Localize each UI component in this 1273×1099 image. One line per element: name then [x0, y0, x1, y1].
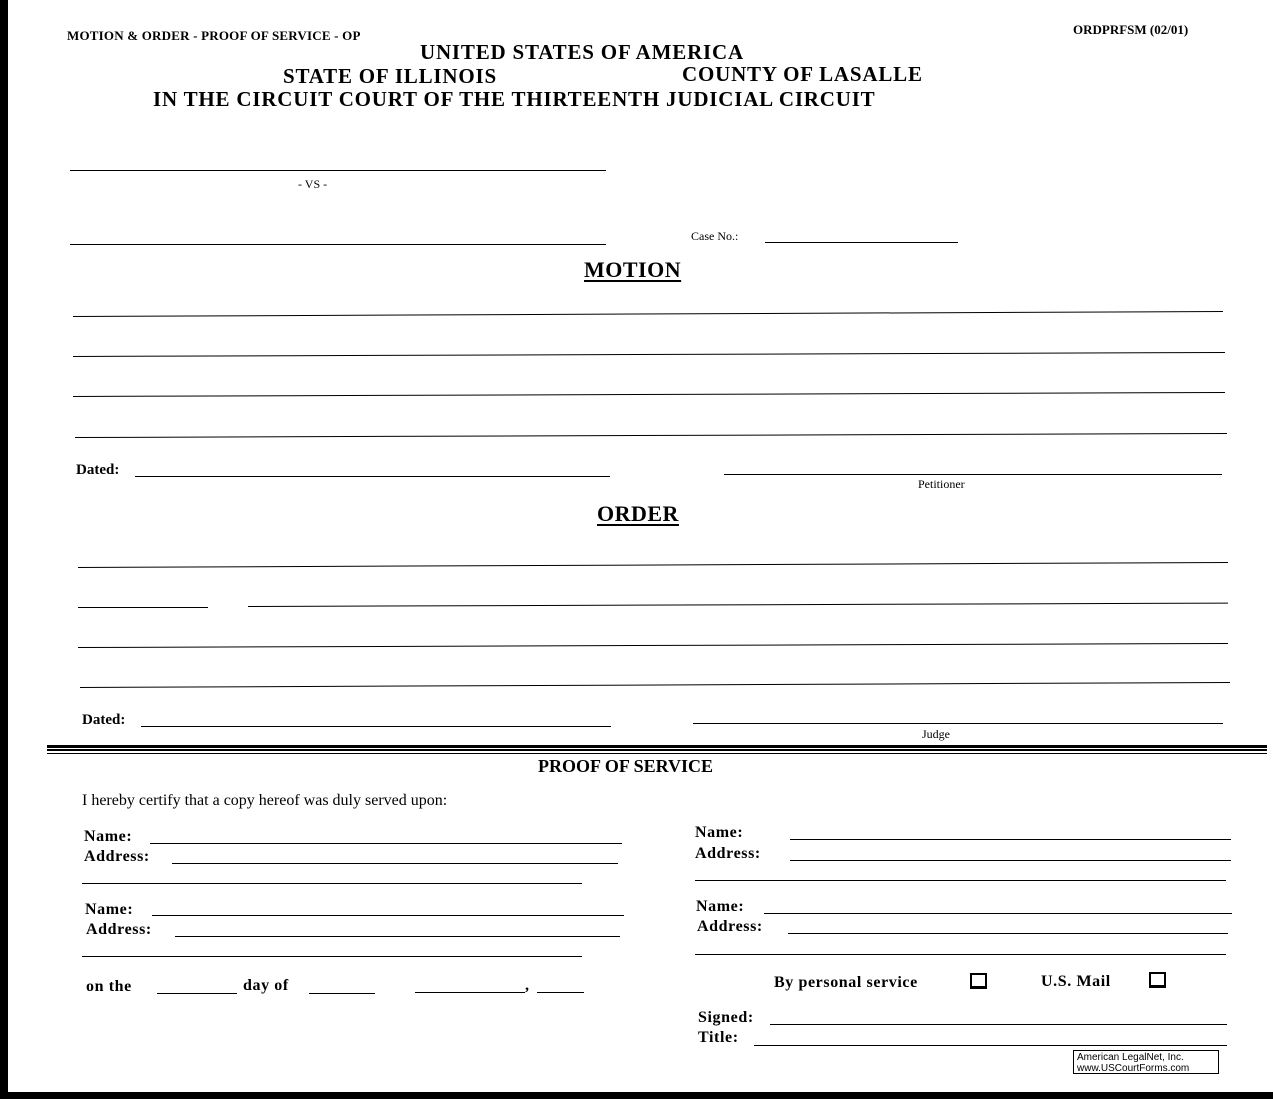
recipient-3-name-label: Name: [695, 824, 744, 841]
defendant-field[interactable] [70, 244, 606, 245]
service-month-field[interactable] [309, 993, 375, 994]
recipient-2-name-field[interactable] [152, 915, 624, 916]
signed-label: Signed: [698, 1009, 754, 1026]
recipient-1-address-line-2[interactable] [82, 883, 582, 884]
recipient-2-address-line-2[interactable] [82, 956, 582, 957]
form-code: ORDPRFSM (02/01) [1073, 22, 1189, 37]
order-line-2b[interactable] [248, 603, 1228, 607]
motion-line-2[interactable] [73, 352, 1225, 357]
scan-edge-bottom [0, 1092, 1273, 1099]
recipient-4-name-field[interactable] [764, 913, 1232, 914]
recipient-1-name-field[interactable] [150, 843, 622, 844]
on-the-label: on the [86, 978, 132, 995]
recipient-3-address-line-2[interactable] [695, 880, 1226, 881]
proof-of-service-title: PROOF OF SERVICE [538, 756, 714, 776]
recipient-4-address-label: Address: [697, 918, 763, 935]
recipient-4-address-field[interactable] [788, 933, 1228, 934]
order-line-3[interactable] [78, 643, 1228, 648]
vs-label: - VS - [298, 177, 328, 191]
title-label: Title: [698, 1029, 739, 1046]
recipient-4-address-line-2[interactable] [695, 954, 1226, 955]
form-title: MOTION & ORDER - PROOF OF SERVICE - OP [67, 28, 361, 43]
order-line-4[interactable] [80, 682, 1230, 688]
heading-court: IN THE CIRCUIT COURT OF THE THIRTEENTH JUDICIAL CIRCUIT [153, 87, 876, 111]
publisher-website: www.USCourtForms.com [1077, 1063, 1190, 1074]
motion-title: MOTION [584, 257, 682, 282]
motion-dated-field[interactable] [135, 476, 610, 477]
recipient-3-address-field[interactable] [790, 860, 1231, 861]
plaintiff-field[interactable] [70, 170, 606, 171]
section-divider-thin [47, 753, 1267, 754]
recipient-2-address-label: Address: [86, 921, 152, 938]
motion-dated-label: Dated: [76, 462, 120, 478]
recipient-1-name-label: Name: [84, 828, 133, 845]
heading-state: STATE OF ILLINOIS [283, 64, 497, 88]
petitioner-signature-field[interactable] [724, 474, 1222, 475]
personal-service-checkbox[interactable] [970, 973, 987, 989]
date-comma: , [525, 977, 530, 994]
scan-edge-left [0, 0, 8, 1099]
petitioner-caption: Petitioner [918, 477, 965, 491]
judge-signature-field[interactable] [693, 723, 1223, 724]
day-of-label: day of [243, 977, 289, 994]
title-field[interactable] [754, 1045, 1227, 1046]
service-year-field[interactable] [537, 992, 584, 993]
certify-statement: I hereby certify that a copy hereof was duly served upon: [82, 792, 448, 809]
order-line-1[interactable] [78, 562, 1228, 568]
case-no-field[interactable] [765, 242, 958, 243]
service-month-field-2[interactable] [415, 992, 525, 993]
motion-line-1[interactable] [73, 311, 1223, 317]
signed-field[interactable] [770, 1024, 1227, 1025]
motion-line-4[interactable] [75, 433, 1227, 438]
personal-service-label: By personal service [774, 974, 918, 991]
motion-line-3[interactable] [73, 392, 1225, 397]
recipient-2-name-label: Name: [85, 901, 134, 918]
publisher-name: American LegalNet, Inc. [1077, 1052, 1184, 1063]
us-mail-label: U.S. Mail [1041, 973, 1111, 990]
judge-caption: Judge [922, 727, 950, 741]
recipient-3-address-label: Address: [695, 845, 761, 862]
recipient-2-address-field[interactable] [175, 936, 620, 937]
recipient-3-name-field[interactable] [790, 839, 1231, 840]
service-day-field[interactable] [157, 993, 237, 994]
section-divider-inner [47, 749, 1267, 751]
section-divider [47, 745, 1267, 748]
us-mail-checkbox[interactable] [1149, 972, 1166, 988]
recipient-1-address-field[interactable] [172, 863, 618, 864]
order-dated-field[interactable] [141, 726, 611, 727]
order-title: ORDER [597, 501, 679, 526]
order-line-2a[interactable] [78, 607, 208, 608]
case-no-label: Case No.: [691, 229, 739, 243]
recipient-1-address-label: Address: [84, 848, 150, 865]
recipient-4-name-label: Name: [696, 898, 745, 915]
heading-country: UNITED STATES OF AMERICA [420, 40, 744, 64]
publisher-box [1073, 1050, 1219, 1074]
order-dated-label: Dated: [82, 712, 126, 728]
heading-county: COUNTY OF LASALLE [682, 62, 923, 86]
